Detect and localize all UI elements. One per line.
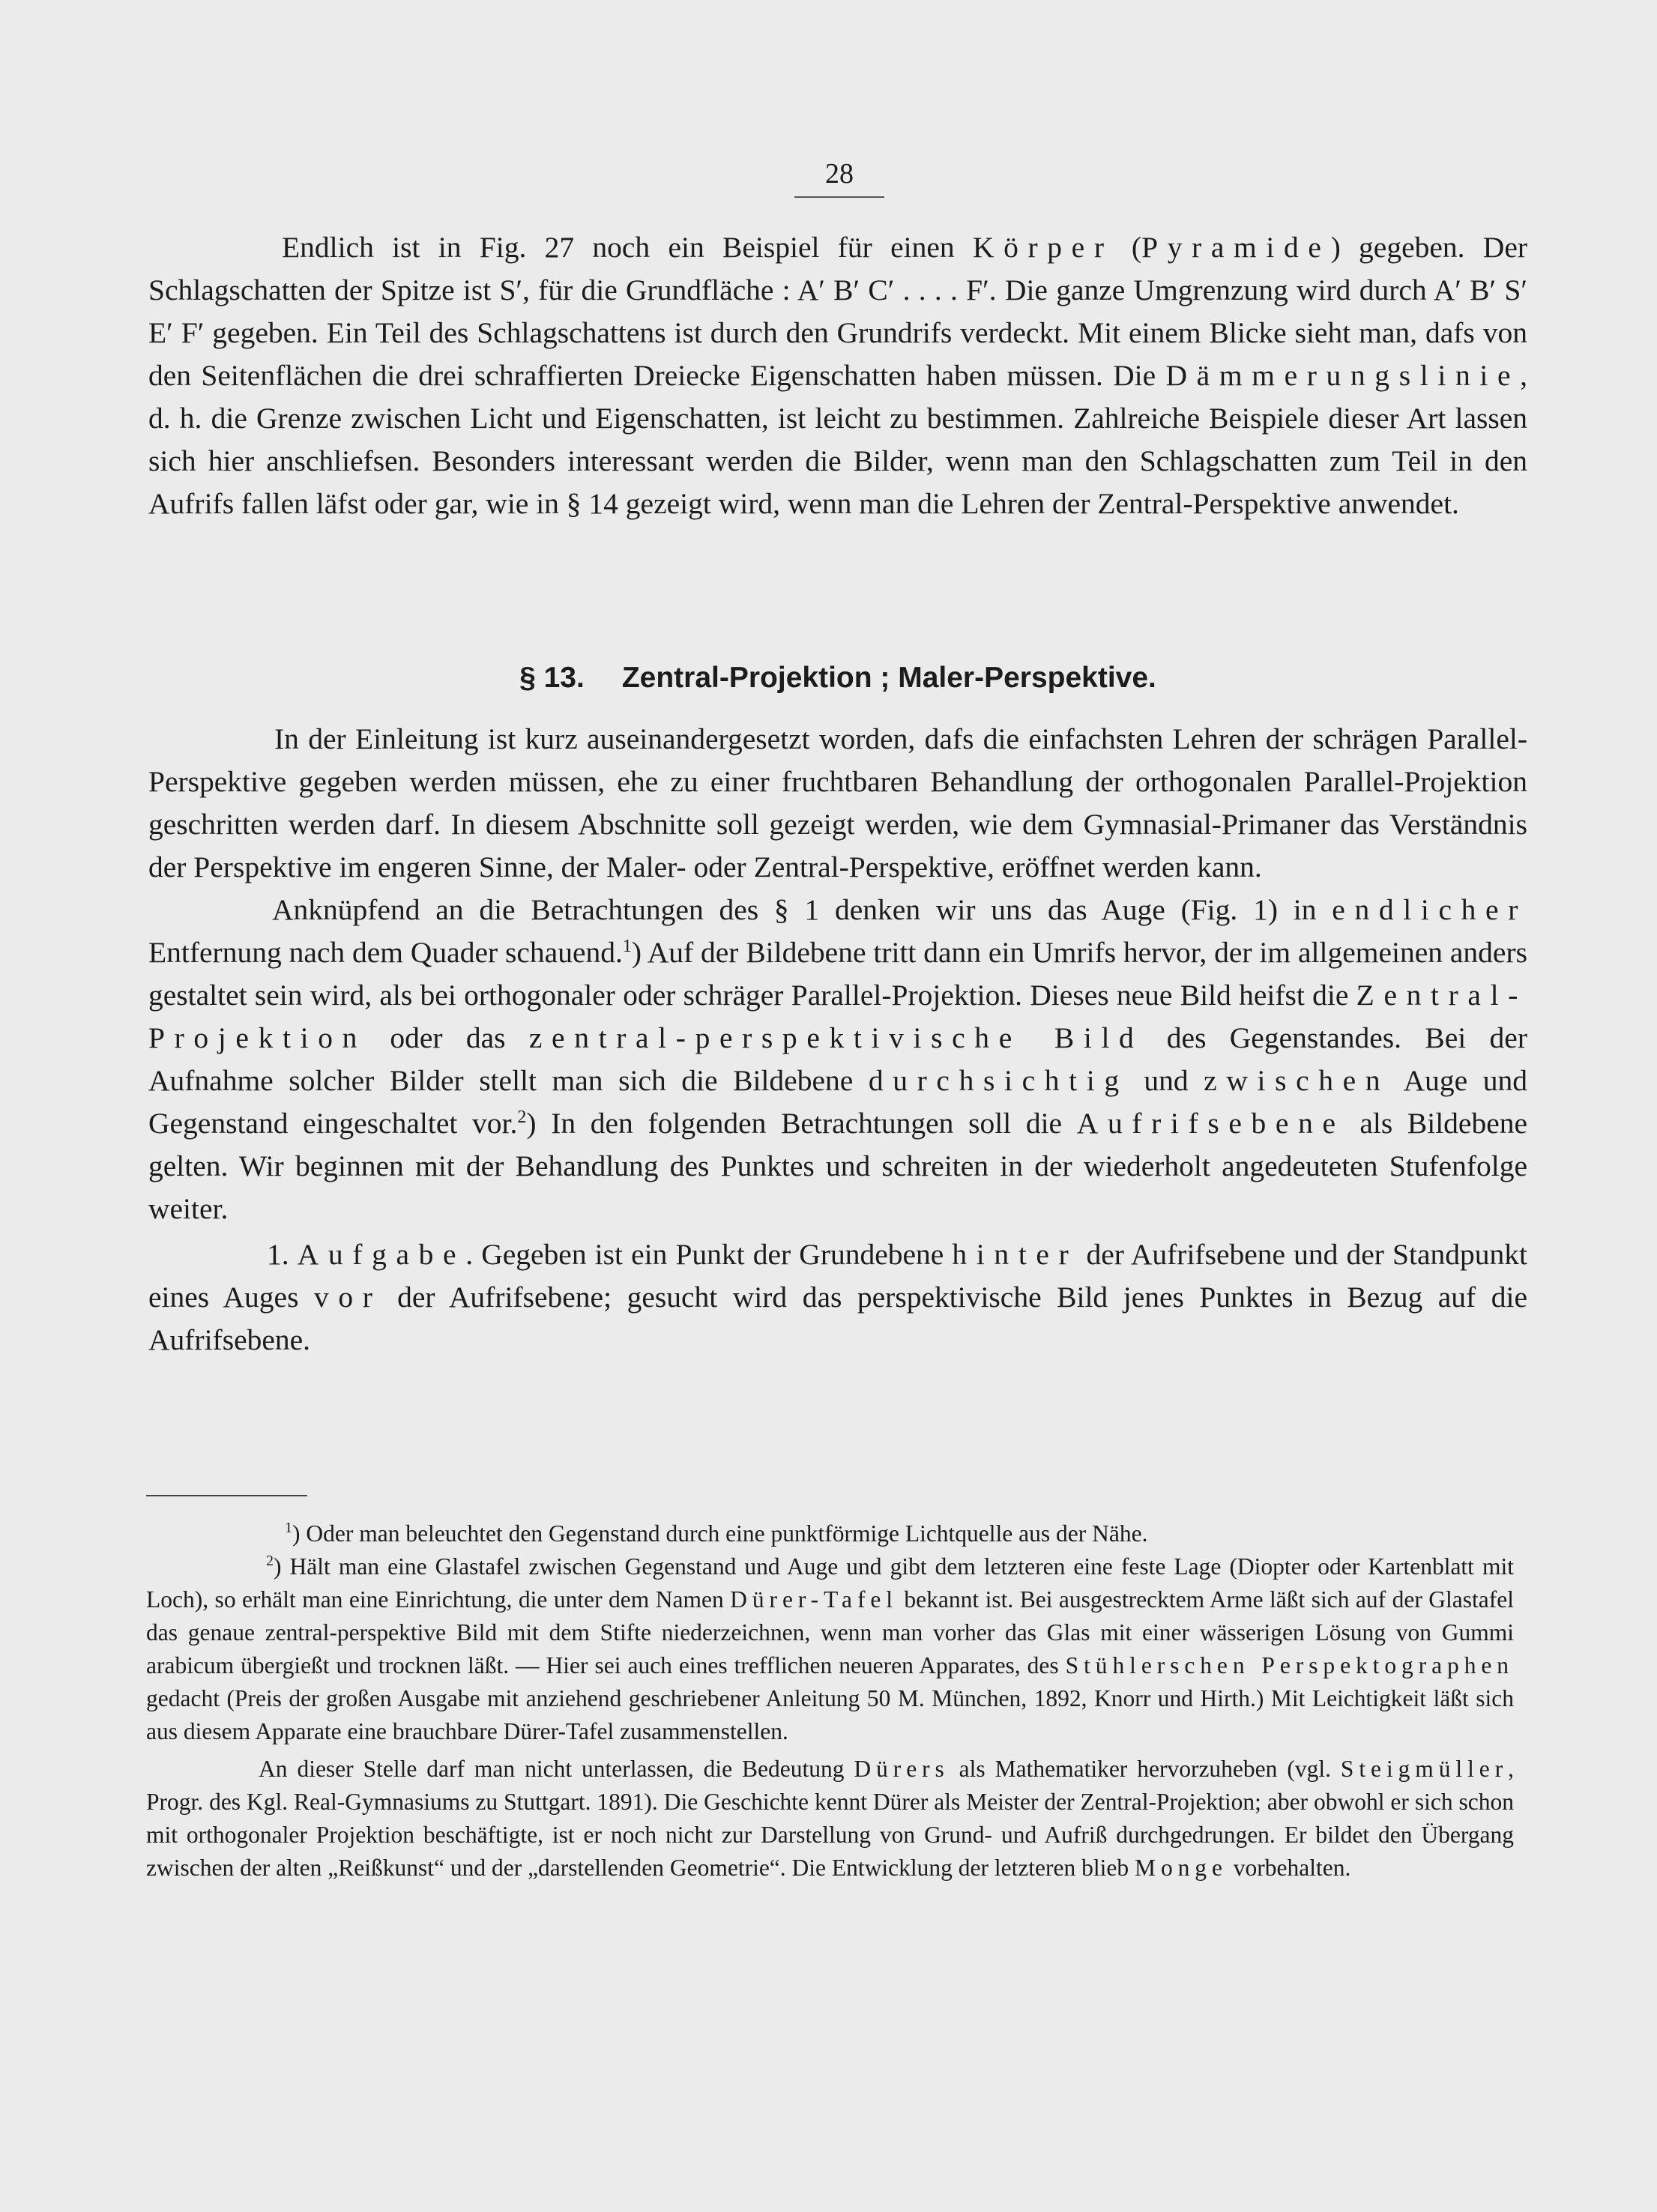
text-run: In der Einleitung ist kurz auseinandergesetzt worden, dafs die einfachsten Lehren der schrägen Parallel-Perspektive gegeben werden müssen, ehe zu einer fruchtbaren Behandlung der orthogonalen Parallel-Projektion geschritten werden darf. In diesem Abschnitte soll gezeigt werden, wie dem Gymnasial-Primaner das Verständnis der Perspektive im engeren Sinne, der Maler- oder Zentral-Perspektive, eröffnet werden kann.: [148, 722, 1527, 883]
text-run: ) Oder man beleuchtet den Gegenstand durch eine punktförmige Lichtquelle aus der Nähe.: [292, 1520, 1148, 1547]
section-heading: [148, 659, 1527, 697]
footnote-1: [146, 1517, 1514, 1550]
paragraph-3: [148, 889, 1527, 1230]
text-run: als Bildebene gelten. Wir beginnen mit der Behandlung des Punktes und schreiten in der wiederholt angedeuteten Stufenfolge weiter.: [148, 1107, 1528, 1225]
text-run: vorbehalten.: [1227, 1855, 1351, 1881]
spaced-term: hinter: [952, 1238, 1078, 1271]
spaced-term: Körper: [972, 231, 1114, 264]
section-body: [148, 718, 1527, 1362]
spaced-term: Dürers: [854, 1756, 950, 1782]
spaced-term: Pyramide: [1141, 231, 1331, 264]
spaced-term: Zentral-Projektion: [148, 979, 1527, 1054]
spaced-term: Aufrifsebene: [1076, 1107, 1345, 1140]
text-run: Anknüpfend an die Betrachtungen des § 1 denken wir uns das Auge (Fig. 1) in: [272, 893, 1332, 926]
footnote-ref-1: 1: [622, 937, 632, 956]
paragraph-4: [148, 1233, 1527, 1362]
section-number: § 13.: [519, 662, 585, 694]
text-run: ) In den folgenden Betrachtungen soll die: [526, 1107, 1077, 1140]
text-run: Entfernung nach dem Quader schauend.: [148, 936, 623, 969]
footnotes: [146, 1517, 1514, 1885]
text-run: gedacht (Preis der großen Ausgabe mit anziehend geschriebener Anleitung 50 M. München, 1892, Knorr und Hirth.) Mit Leichtigkeit läßt sich aus diesem Apparate eine brauchbare Dürer-Tafel zusammenstellen.: [146, 1685, 1514, 1744]
footnote-2: [146, 1550, 1514, 1748]
text-run: , Progr. des Kgl. Real-Gymnasiums zu Stuttgart. 1891). Die Geschichte kennt Dürer als Meister der Zentral-Projektion; aber obwohl er sich schon mit orthogonaler Projektion beschäftigte, ist er noch nicht zur Darstellung von Grund- und Aufriß durchgedrungen. Er bildet den Übergang zwischen der alten „Reißkunst“ und der „darstellenden Geometrie“. Die Entwicklung der letzteren blieb: [146, 1756, 1514, 1881]
spaced-term: Stühlerschen Perspektographen: [1065, 1652, 1514, 1678]
text-run: ) Auf der Bildebene tritt dann ein Umrifs hervor, der im allgemeinen anders gestaltet sein wird, als bei orthogonaler oder schräger Parallel-Projektion. Dieses neue Bild heifst die: [148, 936, 1527, 1012]
text-run: ) Hält man eine Glastafel zwischen Gegenstand und Auge und gibt dem letzteren eine feste Lage (Diopter oder Kartenblatt mit Loch), so erhält man eine Einrichtung, die unter dem Namen: [146, 1553, 1514, 1613]
task-number: 1.: [267, 1238, 298, 1271]
text-run: , d. h. die Grenze zwischen Licht und Eigenschatten, ist leicht zu bestimmen. Zahlreiche Beispiele dieser Art lassen sich hier anschliefsen. Besonders interessant werden die Bilder, wenn man den Schlagschatten zum Teil in den Aufrifs fallen läfst oder gar, wie in § 14 gezeigt wird, wenn man die Lehren der Zentral-Perspektive anwendet.: [148, 359, 1527, 520]
paragraph-2: [148, 718, 1527, 889]
paragraph-shadow-example: [148, 226, 1527, 525]
footnote-ref-2: 2: [517, 1107, 527, 1127]
spaced-term: vor: [313, 1281, 382, 1314]
spaced-term: Dämmerungslinie: [1165, 359, 1521, 392]
footnote-mark: 2: [266, 1553, 274, 1569]
text-run: ) gegeben. Der Schlagschatten der Spitze ist S′, für die Grundfläche : A′ B′ C′ . . . . F′. Die ganze Umgrenzung wird durch A′ B′ S′ E′ F′ gegeben. Ein Teil des Schlagschattens ist durch den Grundrifs verdeckt. Mit einem Blicke sieht man, dafs von den Seitenflächen die drei schraffierten Dreiecke Eigenschatten haben müssen. Die: [148, 231, 1528, 392]
spaced-term: Monge: [1135, 1855, 1228, 1881]
footnote-divider: [146, 1495, 307, 1496]
spaced-term: Steigmüller: [1340, 1756, 1509, 1782]
page-number: 28: [794, 157, 884, 198]
text-run: als Mathematiker hervorzuheben (vgl.: [949, 1756, 1341, 1782]
text-run: und: [1128, 1064, 1204, 1097]
section-title: Zentral-Projektion ; Maler-Perspektive.: [621, 662, 1156, 694]
spaced-term: Dürer-Tafel: [730, 1586, 898, 1613]
footnote-2-continuation: [146, 1753, 1514, 1885]
text-run: Endlich ist in Fig. 27 noch ein Beispiel für einen: [282, 231, 973, 264]
spaced-term: durchsichtig: [868, 1064, 1129, 1097]
spaced-term: zentral-perspektivische Bild: [528, 1021, 1144, 1054]
spaced-term: zwischen: [1204, 1064, 1390, 1097]
text-run: der Aufrifsebene und der Standpunkt eines Auges: [148, 1238, 1527, 1314]
spaced-term: Aufgabe: [297, 1238, 466, 1271]
text-run: . Gegeben ist ein Punkt der Grundebene: [465, 1238, 953, 1271]
text-run: der Aufrifsebene; gesucht wird das perspektivische Bild jenes Punktes in Bezug auf die Aufrifsebene.: [148, 1281, 1527, 1356]
text-run: (: [1113, 231, 1142, 264]
text-run: bekannt ist. Bei ausgestrecktem Arme läßt sich auf der Glastafel das genaue zentral-perspektive Bild mit dem Stifte niederzeichnen, wenn man vorher das Glas mit einer wässerigen Lösung von Gummi arabicum übergießt und trocknen läßt. — Hier sei auch eines trefflichen neueren Apparates, des: [146, 1586, 1514, 1678]
text-run: Auge und Gegenstand eingeschaltet vor.: [148, 1064, 1527, 1140]
footnote-mark: 1: [285, 1520, 292, 1536]
text-run: des Gegenstandes. Bei der Aufnahme solcher Bilder stellt man sich die Bildebene: [148, 1021, 1527, 1097]
text-run: An dieser Stelle darf man nicht unterlassen, die Bedeutung: [259, 1756, 854, 1782]
spaced-term: endlicher: [1332, 893, 1527, 926]
paragraph-1: [148, 226, 1527, 525]
text-run: oder das: [366, 1021, 529, 1054]
